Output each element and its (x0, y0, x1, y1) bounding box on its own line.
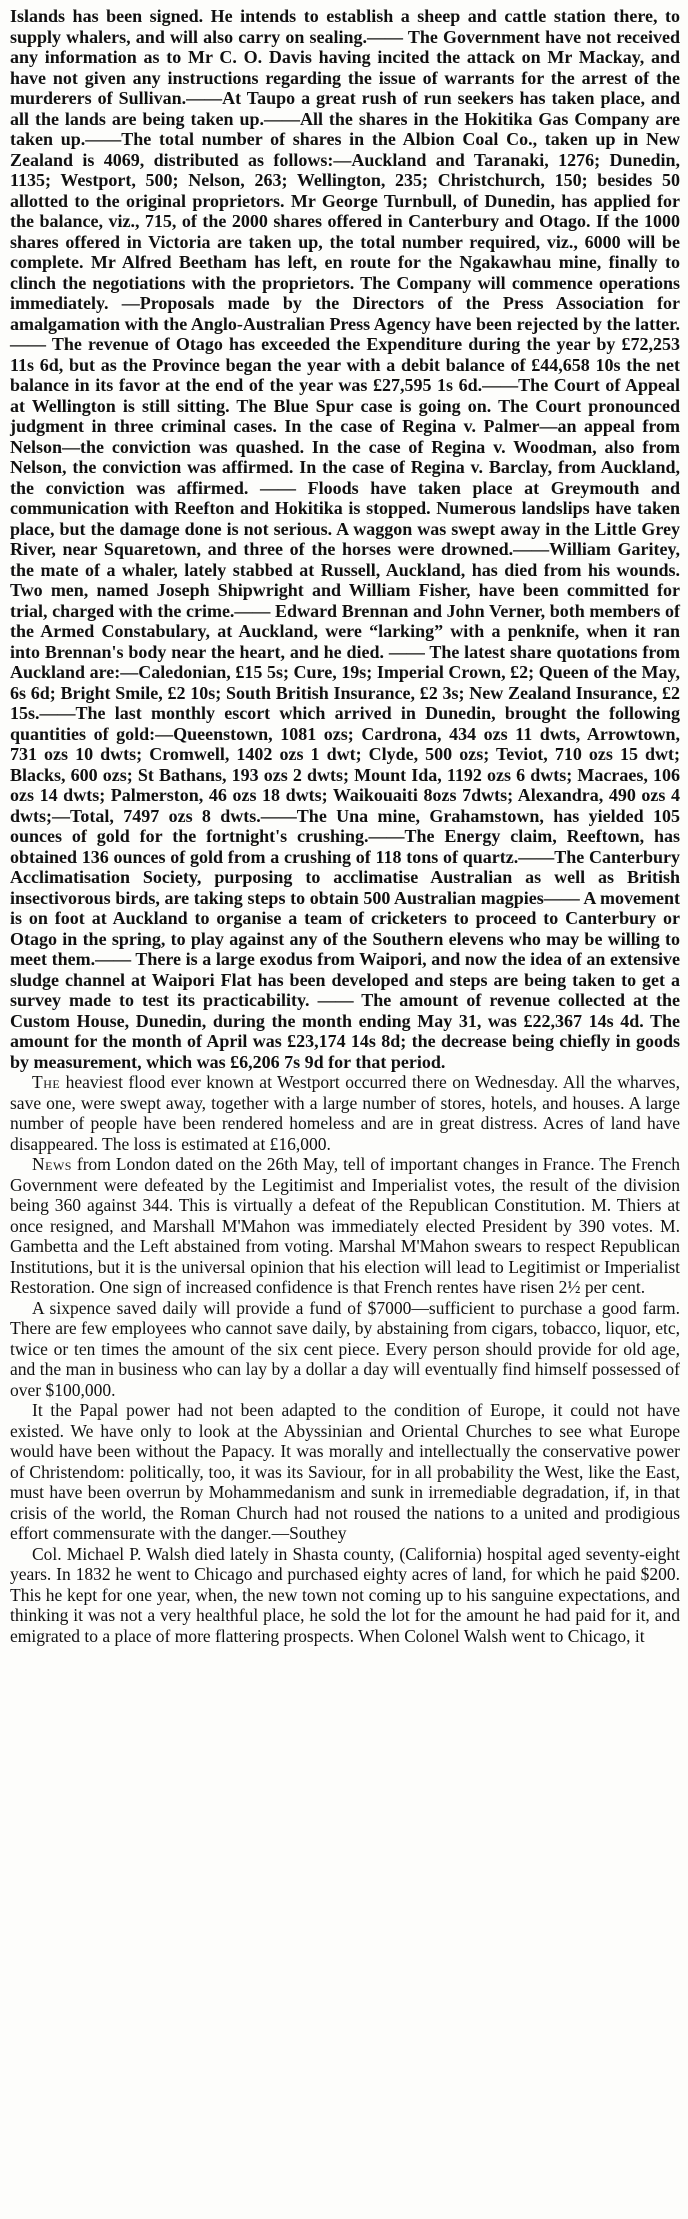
paragraph-text: Col. Michael P. Walsh died lately in Shasta county, (California) hospital aged seventy-eight years. In 1832 he went to Chicago and purchased eighty acres of land, for which he paid $200. This he kept for one year, when, the new town not coming up to his sanguine expectations, and thinking it was not a very healthful place, he sold the lot for the amount he had paid for it, and emigrated to a place of more flattering prospects. When Colonel Walsh went to Chicago, it (10, 1543, 680, 1646)
paragraph-text: sixpence saved daily will provide a fund of $7000—sufficient to purchase a good farm. There are few employees who cannot save daily, by abstaining from cigars, tobacco, liquor, etc, twice or ten times the amount of the six cent piece. Every person should provide for old age, and the man in business who can lay by a dollar a day will eventually find himself possessed of over $100,000. (10, 1297, 680, 1400)
news-summary-paragraph (10, 6, 680, 1072)
papal-power-paragraph (10, 1400, 680, 1544)
walsh-obituary-paragraph (10, 1544, 680, 1647)
westport-flood-paragraph (10, 1072, 680, 1154)
paragraph-lead: A (32, 1297, 44, 1318)
france-news-paragraph (10, 1154, 680, 1298)
paragraph-lead: News (32, 1154, 72, 1174)
sixpence-paragraph (10, 1298, 680, 1401)
paragraph-text: heaviest flood ever known at Westport occurred there on Wednesday. All the wharves, save one, were swept away, together with a large number of stores, hotels, and houses. A large number of people have been rendered homeless and are in great distress. Acres of land have disappeared. The loss is estimated at £16,000. (10, 1072, 680, 1154)
paragraph-lead: The (32, 1072, 61, 1092)
paragraph-text: from London dated on the 26th May, tell of important changes in France. The French Government were defeated by the Legitimist and Imperialist votes, the result of the division being 360 against 344. This is virtually a defeat of the Republican Constitution. M. Thiers at once resigned, and Marshall M'Mahon was immediately elected President by 390 votes. M. Gambetta and the Left abstained from voting. Marshal M'Mahon swears to respect Republican Institutions, but it is the universal opinion that his election will lead to Legitimist or Imperialist Restoration. One sign of increased confidence is that French rentes have risen 2½ per cent. (10, 1154, 680, 1297)
paragraph-text: Islands has been signed. He intends to establish a sheep and cattle station there, to supply whalers, and will also carry on sealing.—— The Government have not received any information as to Mr C. O. Davis having incited the attack on Mr Mackay, and have not given any instructions regarding the issue of warrants for the arrest of the murderers of Sullivan.——At Taupo a great rush of run seekers has taken place, and all the lands are being taken up.——All the shares in the Hokitika Gas Company are taken up.——The total number of shares in the Albion Coal Co., taken up in New Zealand is 4069, distributed as follows:—Auckland and Taranaki, 1276; Dunedin, 1135; Westport, 500; Nelson, 263; Wellington, 235; Christchurch, 150; besides 50 allotted to the original proprietors. Mr George Turnbull, of Dunedin, has applied for the balance, viz., 715, of the 2000 shares offered in Canterbury and Otago. If the 1000 shares offered in Victoria are taken up, the total number required, viz., 6000 will be complete. Mr Alfred Beetham has left, en route for the Ngakawhau mine, finally to clinch the negotiations with the proprietors. The Company will commence operations immediately. —Proposals made by the Directors of the Press Association for amalgamation with the Anglo-Australian Press Agency have been rejected by the latter.—— The revenue of Otago has exceeded the Expenditure during the year by £72,253 11s 6d, but as the Province began the year with a debit balance of £44,658 10s the net balance in its favor at the end of the year was £27,595 1s 6d.——The Court of Appeal at Wellington is still sitting. The Blue Spur case is going on. The Court pronounced judgment in three criminal cases. In the case of Regina v. Palmer—an appeal from Nelson—the conviction was quashed. In the case of Regina v. Woodman, also from Nelson, the conviction was affirmed. In the case of Regina v. Barclay, from Auckland, the conviction was affirmed. —— Floods have taken place at Greymouth and communication with Reefton and Hokitika is stopped. Numerous landslips have taken place, but the damage done is not serious. A waggon was swept away in the Little Grey River, near Squaretown, and three of the horses were drowned.——William Garitey, the mate of a whaler, lately stabbed at Russell, Auckland, has died from his wounds. Two men, named Joseph Shipwright and William Fisher, have been committed for trial, charged with the crime.—— Edward Brennan and John Verner, both members of the Armed Constabulary, at Auckland, were “larking” with a penknife, when it ran into Brennan's body near the heart, and he died. —— The latest share quotations from Auckland are:—Caledonian, £15 5s; Cure, 19s; Imperial Crown, £2; Queen of the May, 6s 6d; Bright Smile, £2 10s; South British Insurance, £2 3s; New Zealand Insurance, £2 15s.——The last monthly escort which arrived in Dunedin, brought the following quantities of gold:—Queenstown, 1081 ozs; Cardrona, 434 ozs 11 dwts, Arrowtown, 731 ozs 10 dwts; Cromwell, 1402 ozs 1 dwt; Clyde, 500 ozs; Teviot, 710 ozs 15 dwt; Blacks, 600 ozs; St Bathans, 193 ozs 2 dwts; Mount Ida, 1192 ozs 6 dwts; Macraes, 106 ozs 14 dwts; Palmerston, 46 ozs 18 dwts; Waikouaiti 8ozs 7dwts; Alexandra, 490 ozs 4 dwts;—Total, 7497 ozs 8 dwts.——The Una mine, Grahamstown, has yielded 105 ounces of gold for the fortnight's crushing.——The Energy claim, Reeftown, has obtained 136 ounces of gold from a crushing of 118 tons of quartz.——The Canterbury Acclimatisation Society, purposing to acclimatise Australian as well as British insectivorous birds, are taking steps to obtain 500 Australian magpies—— A movement is on foot at Auckland to organise a team of cricketers to proceed to Canterbury or Otago in the spring, to play against any of the Southern elevens who may be willing to meet them.—— There is a large exodus from Waipori, and now the idea of an extensive sludge channel at Waipori Flat has been developed and steps are being taken to get a survey made to test its practicability. —— The amount of revenue collected at the Custom House, Dunedin, during the month ending May 31, was £22,367 14s 4d. The amount for the month of April was £23,174 14s 8d; the decrease being chiefly in goods by measurement, which was £6,206 7s 9d for that period. (10, 6, 680, 1072)
paragraph-text: It the Papal power had not been adapted to the condition of Europe, it could not have existed. We have only to look at the Abyssinian and Oriental Churches to see what Europe would have been without the Papacy. It was morally and intellectually the conservative power of Christendom: politically, too, it was its Saviour, for in all probability the West, like the East, must have been overrun by Mohammedanism and sunk in irremediable degradation, if, in that crisis of the world, the Roman Church had not roused the nations to a united and prodigious effort commensurate with the danger.—Southey (10, 1400, 680, 1543)
